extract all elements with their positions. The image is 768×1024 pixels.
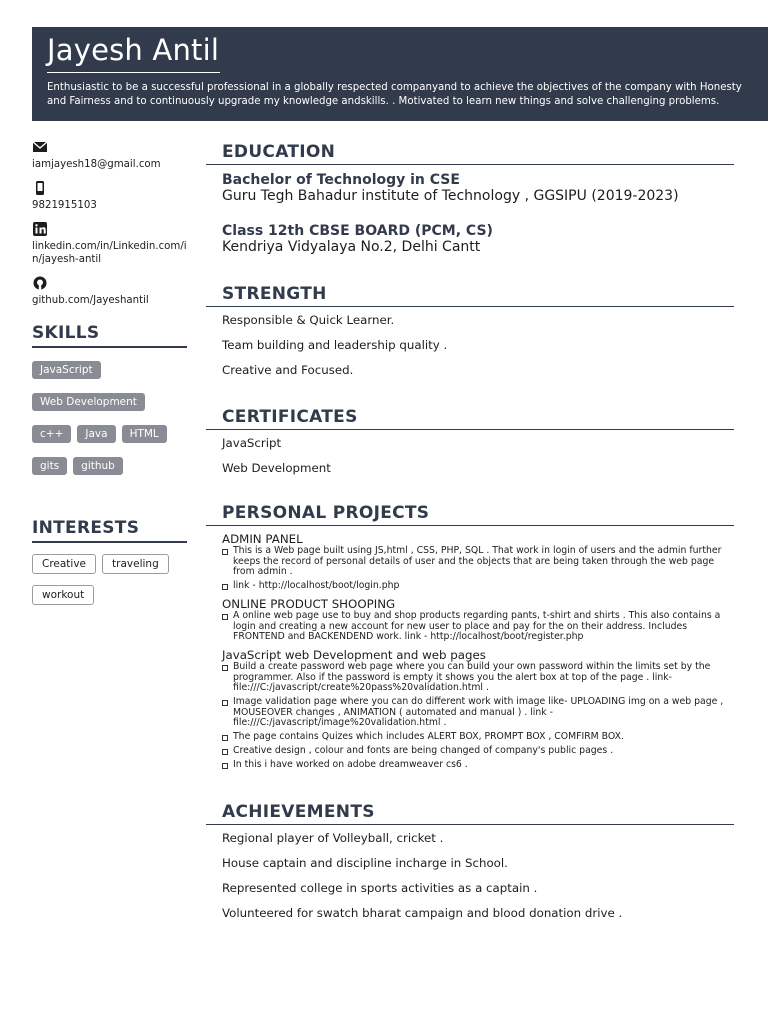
strength-item: Responsible & Quick Learner. (222, 313, 395, 327)
achievements-heading: ACHIEVEMENTS (206, 802, 734, 825)
skill-chip: c++ (32, 425, 71, 443)
achievement-item: Regional player of Volleyball, cricket . (222, 831, 444, 846)
sidebar (32, 140, 188, 614)
phone-text: 9821915103 (32, 200, 97, 211)
linkedin-text[interactable]: linkedin.com/in/Linkedin.com/in/jayesh-antil (32, 241, 187, 265)
skill-chip: gits (32, 457, 67, 475)
contact-github (32, 276, 188, 307)
project-bullet: Build a create password web page where you can build your own password within the limits set by the programmer. Also if the password is empty it shows you the alert box at top of the page . link- file:///C:/javascript/create%20pass%20validation.html . (233, 662, 734, 694)
strength-heading: STRENGTH (206, 284, 734, 307)
interests-list (32, 552, 188, 614)
project-title: ADMIN PANEL (222, 532, 303, 546)
interest-chip: Creative (32, 554, 96, 574)
contact-email (32, 140, 188, 171)
certificate-item: JavaScript (222, 436, 282, 450)
school-1: Guru Tegh Bahadur institute of Technology , GGSIPU (2019-2023) (222, 188, 679, 204)
project-bullet: A online web page use to buy and shop products regarding pants, t-shirt and shirts . This also contains a login and creating a new account for new user to place and pay for the on their address. Includes FRONTEND and BACKENDEND work. link - http://localhost/boot/register.php (233, 611, 734, 643)
skill-chip: Java (77, 425, 115, 443)
project-bullet: link - http://localhost/boot/login.php (233, 581, 734, 592)
name-underline (47, 72, 220, 73)
project-title: JavaScript web Development and web pages (222, 647, 486, 662)
project-bullets (206, 662, 734, 770)
profile-summary: Enthusiastic to be a successful professional in a globally respected companyand to achieve the objectives of the company with Honesty and Fairness and to continuously upgrade my knowledge andskills. . Motivated to learn new things and solve challenging problems. (47, 82, 742, 107)
github-text[interactable]: github.com/Jayeshantil (32, 295, 149, 306)
projects-heading: PERSONAL PROJECTS (206, 503, 734, 526)
degree-2: Class 12th CBSE BOARD (PCM, CS) (222, 223, 493, 239)
interests-heading: INTERESTS (32, 518, 187, 543)
achievement-item: House captain and discipline incharge in School. (222, 856, 508, 871)
education-heading: EDUCATION (206, 142, 734, 165)
contact-linkedin (32, 222, 188, 266)
project-title: ONLINE PRODUCT SHOOPING (222, 596, 396, 611)
main-content (206, 140, 734, 920)
certificate-item: Web Development (222, 461, 331, 475)
skill-chip: HTML (122, 425, 167, 443)
interest-chip: workout (32, 585, 94, 605)
interest-chip: traveling (102, 554, 169, 574)
project-bullet: In this i have worked on adobe dreamweaver cs6 . (233, 760, 734, 771)
skill-chip: Web Development (32, 393, 145, 411)
project-bullet: The page contains Quizes which includes ALERT BOX, PROMPT BOX , COMFIRM BOX. (233, 732, 734, 743)
achievement-item: Represented college in sports activities as a captain . (222, 881, 538, 896)
project-bullets (206, 546, 734, 592)
project-bullet: This is a Web page built using JS,html , CSS, PHP, SQL . That work in login of users and the admin further keeps the record of personal details of user and the objects that are being taken through the web page from admin . (233, 546, 734, 578)
linkedin-icon (32, 222, 48, 236)
project-bullet: Creative design , colour and fonts are being changed of company's public pages . (233, 746, 734, 757)
project-bullets (206, 611, 734, 643)
resume-header (32, 27, 768, 121)
email-icon (32, 140, 48, 154)
skills-list (32, 358, 188, 486)
skill-chip: JavaScript (32, 361, 101, 379)
school-2: Kendriya Vidyalaya No.2, Delhi Cantt (222, 239, 481, 255)
certificates-heading: CERTIFICATES (206, 407, 734, 430)
skills-heading: SKILLS (32, 323, 187, 348)
degree-1: Bachelor of Technology in CSE (222, 172, 460, 188)
contact-phone (32, 181, 188, 212)
strength-item: Creative and Focused. (222, 363, 354, 377)
skill-chip: github (73, 457, 123, 475)
email-text[interactable]: iamjayesh18@gmail.com (32, 159, 161, 170)
project-bullet: Image validation page where you can do different work with image like- UPLOADING img on a web page , MOUSEOVER changes , ANIMATION ( automated and manual ) . link - file:///C:/javascript/image%20validation.html . (233, 697, 734, 729)
phone-icon (32, 181, 48, 195)
github-icon (32, 276, 48, 290)
candidate-name: Jayesh Antil (47, 33, 220, 67)
strength-item: Team building and leadership quality . (222, 338, 448, 352)
achievement-item: Volunteered for swatch bharat campaign and blood donation drive . (222, 906, 623, 921)
